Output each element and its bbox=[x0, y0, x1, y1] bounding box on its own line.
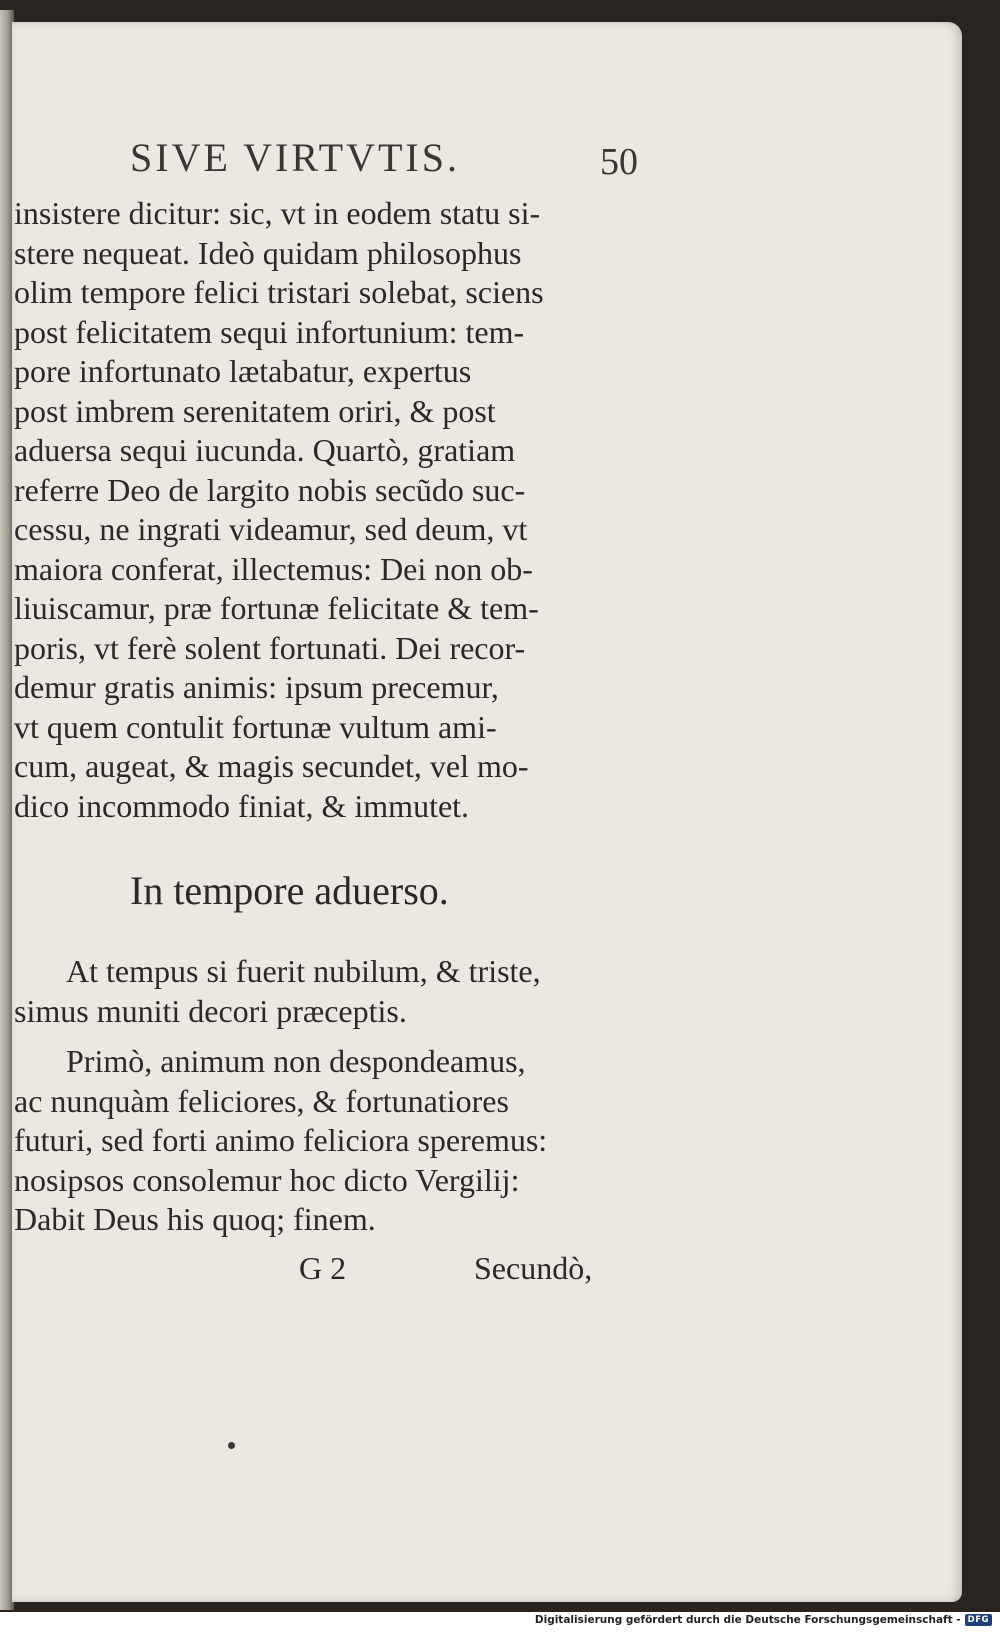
text-line: dico incommodo finiat, & immutet. bbox=[14, 787, 470, 824]
text-line: olim tempore felici tristari solebat, sciens bbox=[14, 274, 544, 310]
text-line: post imbrem serenitatem oriri, & post bbox=[14, 392, 496, 429]
ink-speck bbox=[228, 1442, 235, 1449]
text-line: ac nunquàm feliciores, & fortunatiores bbox=[14, 1082, 509, 1119]
text-line: At tempus si fuerit nubilum, & triste, bbox=[66, 953, 541, 989]
text-line: vt quem contulit fortunæ vultum ami- bbox=[14, 708, 497, 745]
text-line: demur gratis animis: ipsum precemur, bbox=[14, 669, 499, 705]
text-line: stere nequeat. Ideò quidam philosophus bbox=[14, 234, 522, 271]
text-line: nosipsos consolemur hoc dicto Vergilij: bbox=[14, 1161, 520, 1198]
text-line: referre Deo de largito nobis secũdo suc- bbox=[14, 471, 526, 508]
dfg-logo-icon: DFG bbox=[965, 1614, 992, 1626]
catchword: Secundò, bbox=[474, 1250, 593, 1286]
signature-mark: G 2 bbox=[299, 1250, 347, 1286]
text-line: post felicitatem sequi infortunium: tem- bbox=[14, 313, 525, 350]
funding-credit-text: Digitalisierung gefördert durch die Deutsche Forschungsgemeinschaft - bbox=[534, 1614, 961, 1626]
funding-credit bbox=[535, 1614, 992, 1626]
text-line: Dabit Deus his quoq; finem. bbox=[14, 1201, 376, 1237]
paragraph-1 bbox=[14, 194, 654, 826]
text-line: cum, augeat, & magis secundet, vel mo- bbox=[14, 748, 529, 784]
text-line: aduersa sequi iucunda. Quartò, gratiam bbox=[14, 432, 516, 468]
text-line: cessu, ne ingrati videamur, sed deum, vt bbox=[14, 511, 528, 547]
text-line: pore infortunato lætabatur, expertus bbox=[14, 353, 472, 389]
text-line: maiora conferat, illectemus: Dei non ob- bbox=[14, 550, 533, 587]
text-line: futuri, sed forti animo feliciora speremus: bbox=[14, 1122, 548, 1158]
page-number: 50 bbox=[600, 141, 638, 183]
footer-bar bbox=[0, 1612, 1000, 1632]
section-heading: In tempore aduerso. bbox=[130, 868, 449, 913]
text-line: insistere dicitur: sic, vt in eodem statu si- bbox=[14, 195, 541, 231]
running-head: SIVE VIRTVTIS. bbox=[130, 135, 460, 180]
book-page bbox=[12, 22, 962, 1602]
text-line: liuiscamur, præ fortunæ felicitate & tem- bbox=[14, 590, 539, 626]
text-line: simus muniti decori præceptis. bbox=[14, 992, 407, 1029]
paragraph-2 bbox=[14, 952, 654, 1031]
text-line: Primò, animum non despondeamus, bbox=[66, 1043, 526, 1079]
paragraph-3 bbox=[14, 1042, 654, 1240]
text-line: poris, vt ferè solent fortunati. Dei recor- bbox=[14, 629, 526, 666]
